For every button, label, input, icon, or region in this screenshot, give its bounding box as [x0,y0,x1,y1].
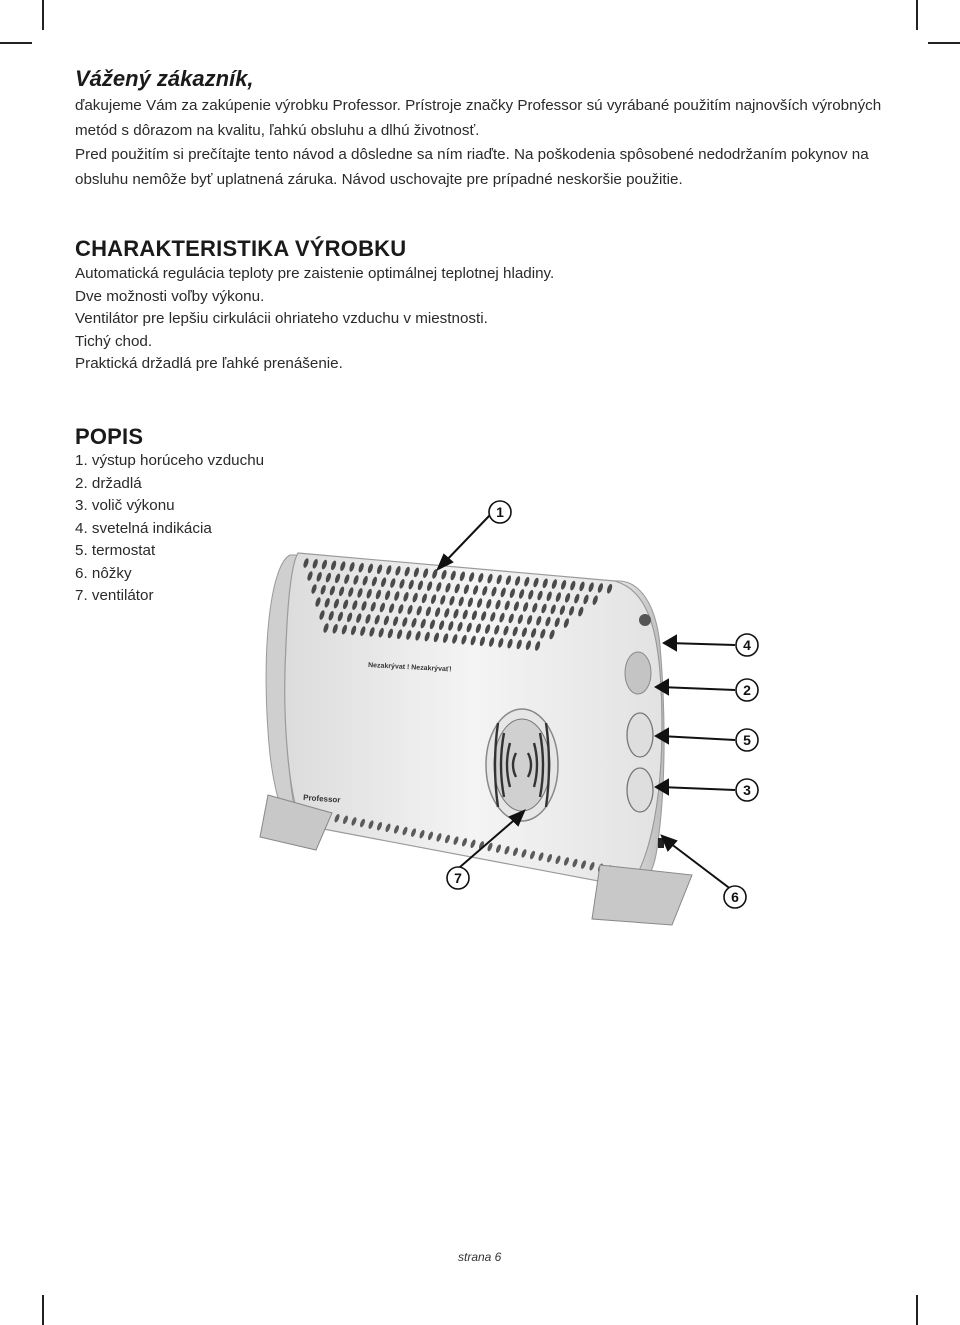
crop-mark [928,42,960,44]
callout-2 [736,679,758,701]
description-heading: POPIS [75,424,144,449]
thermostat-knob [627,713,653,757]
callout-5 [736,729,758,751]
heater-body [285,553,662,887]
handle-recess [625,652,651,694]
svg-text:7: 7 [454,870,462,886]
greeting-title: Vážený zákazník, [75,66,254,91]
crop-mark [0,42,32,44]
feature-item: Automatická regulácia teploty pre zaistenie optimálnej teplotnej hladiny. [75,265,555,282]
part-item: 5. termostat [75,542,156,559]
callout-4 [736,634,758,656]
intro-paragraph: ďakujeme Vám za zakúpenie výrobku Professor. Prístroje značky Professor sú vyrábané použitím najnovších výrobných metód s dôrazom na kvalitu, ľahkú obsluhu a dlhú životnosť. [75,97,882,139]
fan-grille [486,709,558,821]
crop-mark [42,0,44,30]
callout-3 [736,779,758,801]
part-item: 1. výstup horúceho vzduchu [75,452,265,469]
part-item: 6. nôžky [75,564,132,582]
part-item: 2. držadlá [75,474,142,492]
svg-text:1: 1 [496,504,504,520]
crop-mark [42,1295,44,1325]
intro-paragraph: Pred použitím si prečítajte tento návod a dôsledne sa ním riaďte. Na poškodenia spôsobené nedodržaním pokynov na obsluhu nemôže byť uplatnená záruka. Návod uschovajte pre prípadné neskoršie použitie. [75,146,869,188]
feature-item: Tichý chod. [75,332,153,350]
feature-item: Dve možnosti voľby výkonu. [75,287,265,305]
svg-text:4: 4 [743,637,751,653]
power-selector-knob [627,768,653,812]
page-number: strana 6 [458,1250,502,1264]
callout-7 [447,867,469,889]
svg-text:3: 3 [743,782,751,798]
part-item: 3. volič výkonu [75,497,175,514]
crop-mark [916,1295,918,1325]
callout-6 [724,886,746,908]
brand-label: Professor [302,793,341,805]
svg-text:2: 2 [743,682,751,698]
feature-item: Praktická držadlá pre ľahké prenášenie. [75,355,343,372]
indicator-light [639,614,651,626]
crop-mark [916,0,918,30]
features-list [75,263,554,376]
part-item: 7. ventilátor [75,587,154,604]
features-heading: CHARAKTERISTIKA VÝROBKU [75,236,407,261]
svg-text:5: 5 [743,732,751,748]
svg-text:6: 6 [731,889,739,905]
part-item: 4. svetelná indikácia [75,519,212,537]
feature-item: Ventilátor pre lepšiu cirkulácii ohriateho vzduchu v miestnosti. [75,310,488,327]
callout-1 [489,501,511,523]
warning-label: Nezakrývat ! Nezakrývať! [367,662,452,674]
heater-illustration [220,495,780,935]
right-foot [592,865,692,925]
